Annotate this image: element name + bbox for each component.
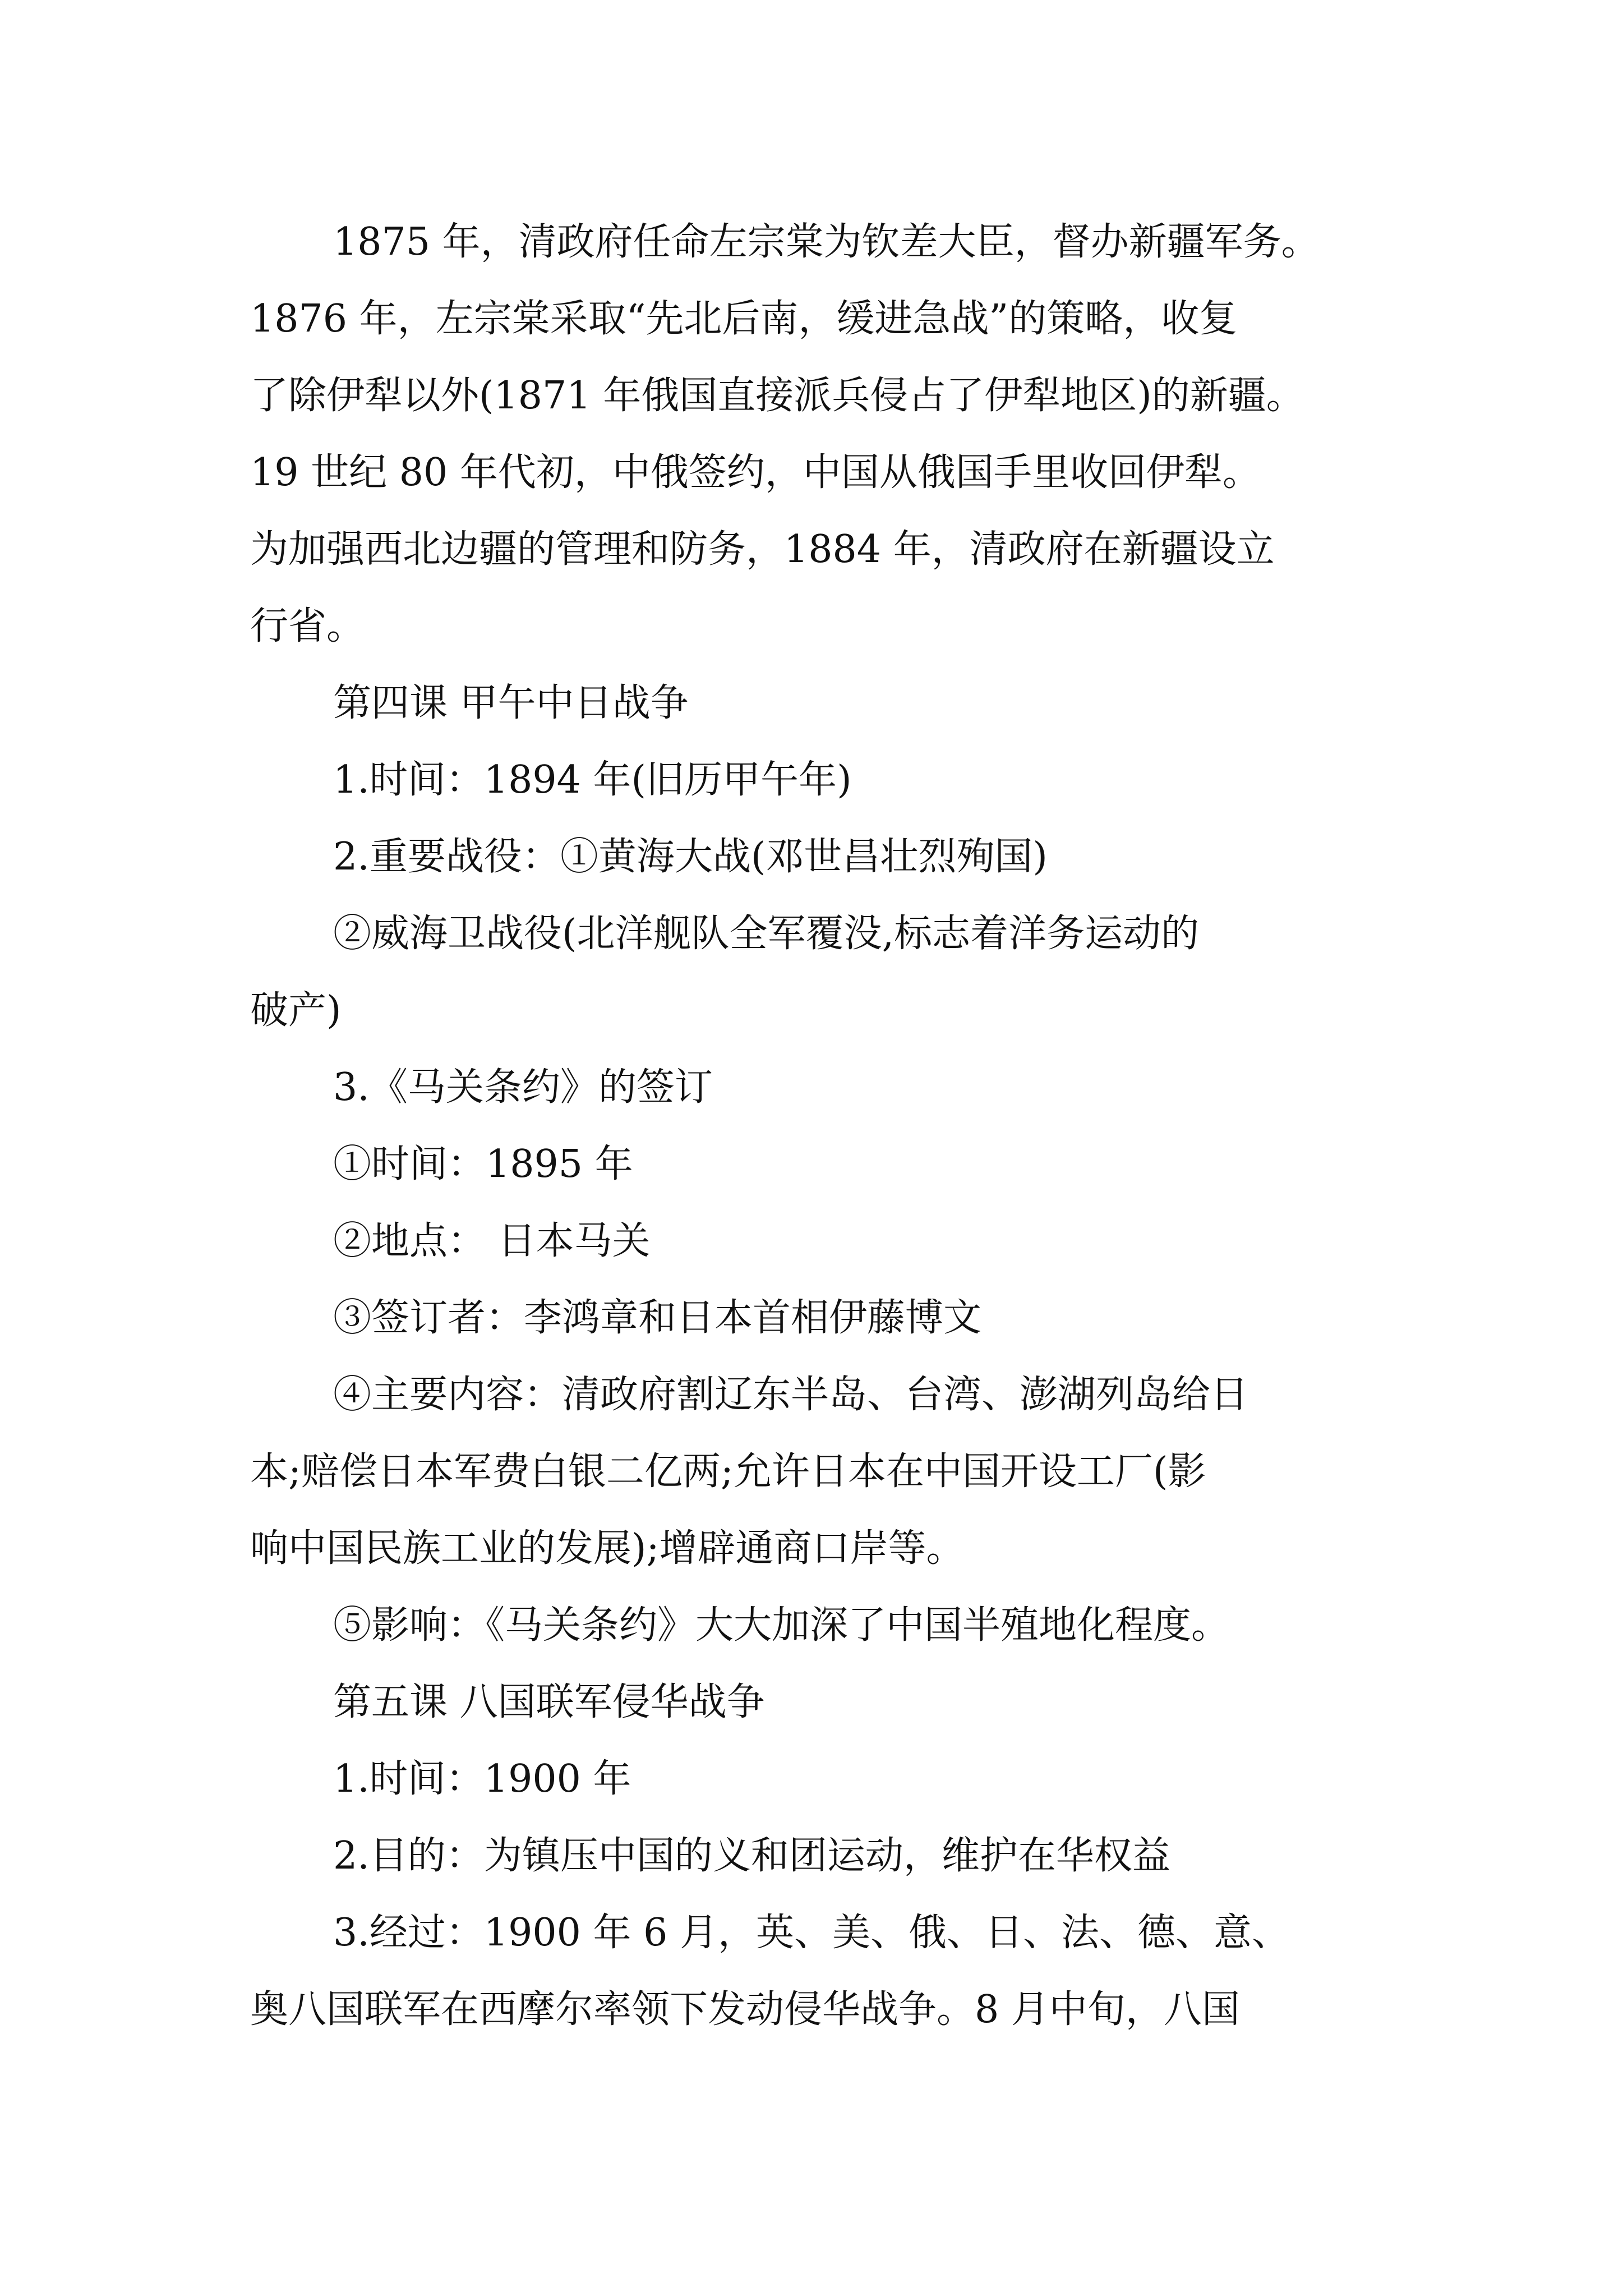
text-line: 了除伊犁以外(1871 年俄国直接派兵侵占了伊犁地区)的新疆。	[250, 374, 1304, 418]
text-line: ①时间：1895 年	[333, 1142, 633, 1186]
text-line: 2.重要战役：①黄海大战(邓世昌壮烈殉国)	[333, 835, 1048, 879]
text-line: 1875 年，清政府任命左宗棠为钦差大臣，督办新疆军务。	[333, 220, 1320, 264]
text-line: ⑤影响：《马关条约》大大加深了中国半殖地化程度。	[333, 1603, 1230, 1648]
text-line: 为加强西北边疆的管理和防务，1884 年，清政府在新疆设立	[250, 527, 1275, 572]
text-line: 响中国民族工业的发展);增辟通商口岸等。	[250, 1526, 965, 1571]
text-line: 1876 年，左宗棠采取“先北后南，缓进急战”的策略，收复	[250, 297, 1238, 341]
text-line: ②地点： 日本马关	[333, 1219, 651, 1263]
section-heading-lesson-5: 第五课 八国联军侵华战争	[333, 1680, 765, 1724]
text-line: 破产)	[250, 988, 342, 1033]
section-heading-lesson-4: 第四课 甲午中日战争	[333, 681, 689, 725]
text-line: ③签订者：李鸿章和日本首相伊藤博文	[333, 1296, 982, 1340]
text-line: 19 世纪 80 年代初，中俄签约，中国从俄国手里收回伊犁。	[250, 450, 1261, 495]
text-line: 行省。	[250, 604, 365, 648]
text-line: 2.目的：为镇压中国的义和团运动，维护在华权益	[333, 1834, 1170, 1878]
text-line: 本;赔偿日本军费白银二亿两;允许日本在中国开设工厂(影	[250, 1450, 1206, 1494]
text-line: 3.经过：1900 年 6 月，英、美、俄、日、法、德、意、	[333, 1911, 1290, 1955]
text-line: 3.《马关条约》的签订	[333, 1065, 713, 1110]
document-body	[250, 204, 1428, 2048]
text-line: ④主要内容：清政府割辽东半岛、台湾、澎湖列岛给日	[333, 1373, 1249, 1417]
text-line: 奥八国联军在西摩尔率领下发动侵华战争。8 月中旬，八国	[250, 1987, 1240, 2032]
text-line: 1.时间：1894 年(旧历甲午年)	[333, 758, 852, 802]
text-line: ②威海卫战役(北洋舰队全军覆没,标志着洋务运动的	[333, 912, 1200, 956]
text-line: 1.时间：1900 年	[333, 1757, 631, 1801]
